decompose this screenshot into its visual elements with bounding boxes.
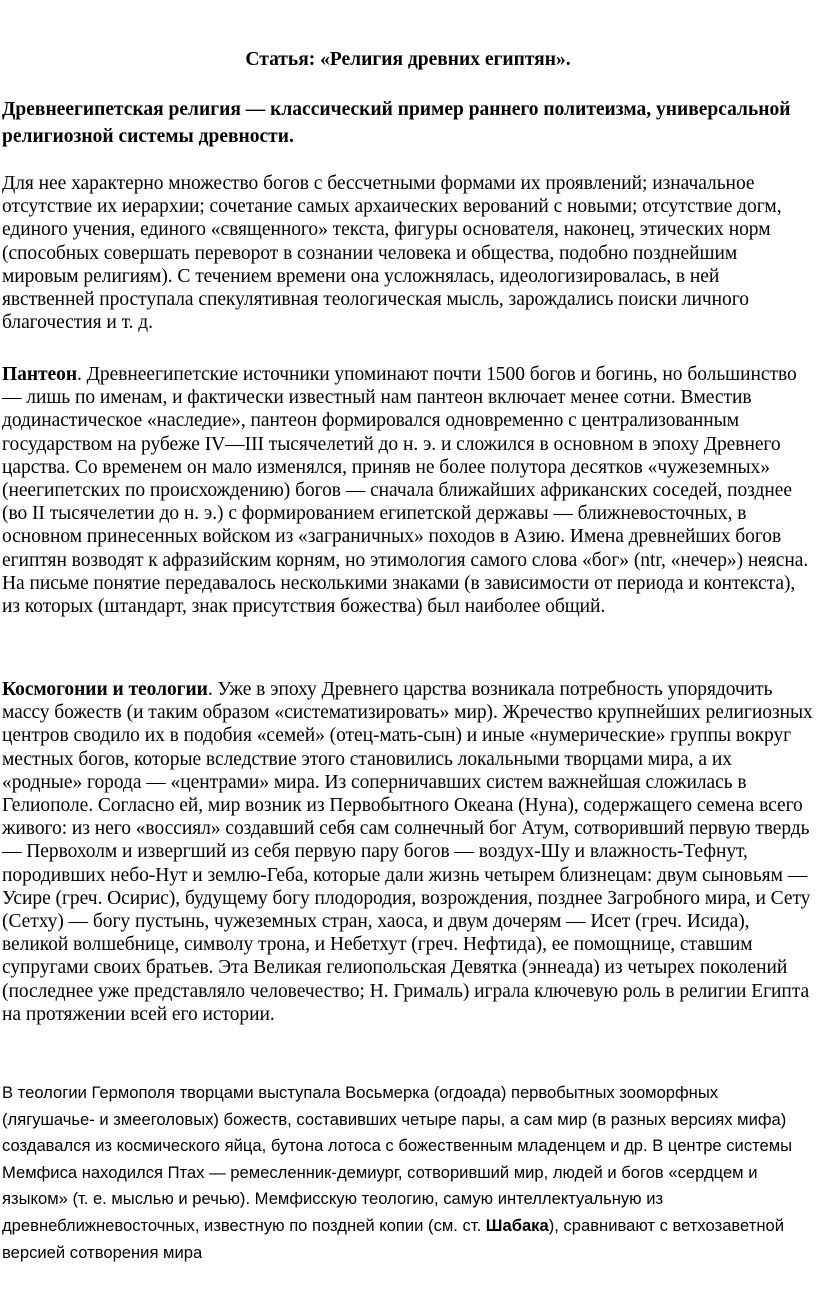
hermopolis-tail: ), сравнивают с ветхозаветной версией сотворения мира [2, 1215, 784, 1262]
cosmogony-heading: Космогонии и теологии [2, 679, 208, 700]
hermopolis-text: В теологии Гермополя творцами выступала Восьмерка (огдоада) первобытных зооморфных (лягушачье- и змееголовых) божеств, составивших четыре пары, а сам мир (в разных версиях мифа) создавался из космического яйца, бутона лотоса с божественным младенцем и др. В центре системы Мемфиса находился Птах — ремесленник-демиург, сотворивший мир, людей и богов «сердцем и языком» (т. е. мыслью и речью). Мемфисскую теологию, самую интеллектуальную из древнеближневосточных, известную по поздней копии (см. ст. [2, 1083, 793, 1235]
article-lead: Древнеегипетская религия — классический пример раннего политеизма, универсальной религиозной системы древности. [2, 99, 791, 147]
hermopolis-paragraph [2, 1080, 814, 1266]
shabaka-link: Шабака [485, 1215, 549, 1235]
intro-paragraph: Для нее характерно множество богов с бессчетными формами их проявлений; изначальное отсутствие их иерархии; сочетание самых архаических верований с новыми; отсутствие догм, единого учения, единого «священного» текста, фигуры основателя, наконец, этических норм (способных совершать переворот в сознании человека и общества, подобно позднейшим мировым религиям). С течением времени она усложнялась, идеологизировалась, в ней явственней проступала спекулятивная теологическая мысль, зарождались поиски личного благочестия и т. д. [2, 173, 782, 334]
cosmogony-text: . Уже в эпоху Древнего царства возникала потребность упорядочить массу божеств (и таким образом «систематизировать» мир). Жречество крупнейших религиозных центров сводило их в подобия «семей» (отец-мать-сын) и иные «нумерические» группы вокруг местных богов, которые вследствие этого становились локальными творцами мира, а их «родные» города — «центрами» мира. Из соперничавших систем важнейшая сложилась в Гелиополе. Согласно ей, мир возник из Первобытного Океана (Нуна), содержащего семена всего живого: из него «воссиял» создавший себя сам солнечный бог Атум, сотворивший первую твердь — Первохолм и извергший из себя первую пару богов — воздух-Шу и влажность-Тефнут, породивших небо-Нут и землю-Геба, которые дали жизнь четырем близнецам: двум сыновьям — Усире (греч. Осирис), будущему богу плодородия, возрождения, позднее Загробного мира, и Сету (Сетху) — богу пустынь, чужеземных стран, хаоса, и двум дочерям — Исет (греч. Исида), великой волшебнице, символу трона, и Небетхут (греч. Нефтида), ее помощнице, ставшим супругами своих братьев. Эта Великая гелиопольская Девятка (эннеада) из четырех поколений (последнее уже представляло человечество; Н. Грималь) играла ключевую роль в религии Египта на протяжении всей его истории. [2, 679, 813, 1025]
cosmogony-paragraph [2, 678, 814, 1026]
pantheon-heading: Пантеон [2, 364, 78, 385]
article-title: Статья: «Религия древних египтян». [245, 49, 571, 70]
pantheon-paragraph [2, 363, 814, 618]
pantheon-text: . Древнеегипетские источники упоминают почти 1500 богов и богинь, но большинство — лишь по именам, и фактически известный нам пантеон включает менее сотни. Вместив додинастическое «наследие», пантеон формировался одновременно с централизованным государством на рубеже IV—III тысячелетий до н. э. и сложился в основном в эпоху Древнего царства. Со временем он мало изменялся, приняв не более полутора десятков «чужеземных» (неегипетских по происхождению) богов — сначала ближайших африканских соседей, позднее (во II тысячелетии до н. э.) с формированием египетской державы — ближневосточных, в основном принесенных войском из «заграничных» походов в Азию. Имена древнейших богов египтян возводят к афразийским корням, но этимология самого слова «бог» (ntr, «нечер») неясна. На письме понятие передавалось несколькими знаками (в зависимости от периода и контекста), из которых (штандарт, знак присутствия божества) был наиболее общий. [2, 364, 809, 618]
